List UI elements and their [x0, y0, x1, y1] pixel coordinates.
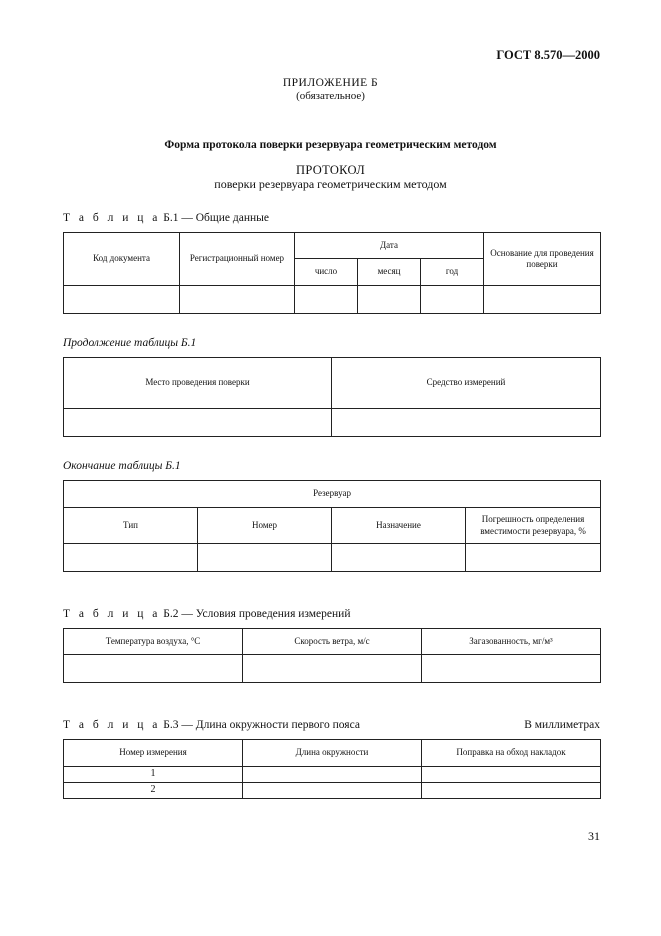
table-b1-caption	[63, 212, 269, 224]
empty-cell	[332, 544, 466, 572]
header-gas-contamination: Загазованность, мг/м³	[422, 629, 601, 655]
table-row	[64, 783, 601, 799]
table-b2-caption-text: Б.2 — Условия проведения измерений	[160, 608, 351, 620]
table-row	[64, 767, 601, 783]
table-b1-end	[63, 480, 601, 572]
table-row	[64, 655, 601, 683]
header-type: Тип	[64, 508, 198, 544]
empty-cell	[422, 783, 601, 799]
empty-cell	[421, 286, 484, 314]
empty-cell	[64, 655, 243, 683]
header-purpose: Назначение	[332, 508, 466, 544]
empty-cell	[295, 286, 358, 314]
table-b3-caption-label: Т а б л и ц а	[63, 719, 161, 731]
header-instrument: Средство измерений	[332, 358, 601, 409]
empty-cell	[64, 286, 180, 314]
table-b1-caption-text: Б.1 — Общие данные	[160, 212, 269, 224]
table-b1-cont-caption: Продолжение таблицы Б.1	[63, 337, 197, 349]
empty-cell	[180, 286, 295, 314]
empty-cell	[243, 767, 422, 783]
empty-cell	[484, 286, 601, 314]
header-basis: Основание для проведения поверки	[484, 233, 601, 286]
table-b2-caption-label: Т а б л и ц а	[63, 608, 161, 620]
table-row	[64, 544, 601, 572]
header-doc-code: Код документа	[64, 233, 180, 286]
standard-header: ГОСТ 8.570—2000	[496, 48, 600, 62]
header-number: Номер	[198, 508, 332, 544]
appendix-title: ПРИЛОЖЕНИЕ Б	[282, 77, 379, 89]
table-b3	[63, 739, 601, 799]
protocol-subtitle: поверки резервуара геометрическим методом	[214, 177, 447, 191]
empty-cell	[422, 655, 601, 683]
header-tank: Резервуар	[64, 481, 601, 508]
table-b1	[63, 232, 601, 314]
empty-cell	[64, 544, 198, 572]
header-circumference: Длина окружности	[243, 740, 422, 767]
empty-cell	[64, 409, 332, 437]
header-day: число	[295, 259, 358, 286]
table-b2	[63, 628, 601, 683]
empty-cell	[466, 544, 601, 572]
header-correction: Поправка на обход накладок	[422, 740, 601, 767]
header-wind-speed: Скорость ветра, м/с	[243, 629, 422, 655]
table-b3-caption	[63, 719, 360, 731]
row-number: 1	[64, 767, 243, 783]
table-b1-end-caption: Окончание таблицы Б.1	[63, 460, 181, 472]
empty-cell	[198, 544, 332, 572]
empty-cell	[243, 655, 422, 683]
header-place: Место проведения поверки	[64, 358, 332, 409]
header-error: Погрешность определения вместимости резервуара, %	[466, 508, 601, 544]
protocol-title: ПРОТОКОЛ	[296, 163, 365, 177]
empty-cell	[332, 409, 601, 437]
empty-cell	[358, 286, 421, 314]
table-row	[64, 409, 601, 437]
header-year: год	[421, 259, 484, 286]
header-reg-number: Регистрационный номер	[180, 233, 295, 286]
header-measure-number: Номер измерения	[64, 740, 243, 767]
empty-cell	[243, 783, 422, 799]
appendix-note: (обязательное)	[296, 90, 365, 102]
table-b3-caption-text: Б.3 — Длина окружности первого пояса	[160, 719, 360, 731]
table-b3-units: В миллиметрах	[524, 719, 600, 731]
table-b1-caption-label: Т а б л и ц а	[63, 212, 161, 224]
row-number: 2	[64, 783, 243, 799]
table-b1-continuation	[63, 357, 601, 437]
header-temperature: Температура воздуха, °С	[64, 629, 243, 655]
table-row	[64, 286, 601, 314]
header-date: Дата	[295, 233, 484, 259]
table-b2-caption	[63, 608, 350, 620]
form-title: Форма протокола поверки резервуара геометрическим методом	[164, 139, 497, 151]
empty-cell	[422, 767, 601, 783]
page-number: 31	[588, 829, 600, 843]
header-month: месяц	[358, 259, 421, 286]
